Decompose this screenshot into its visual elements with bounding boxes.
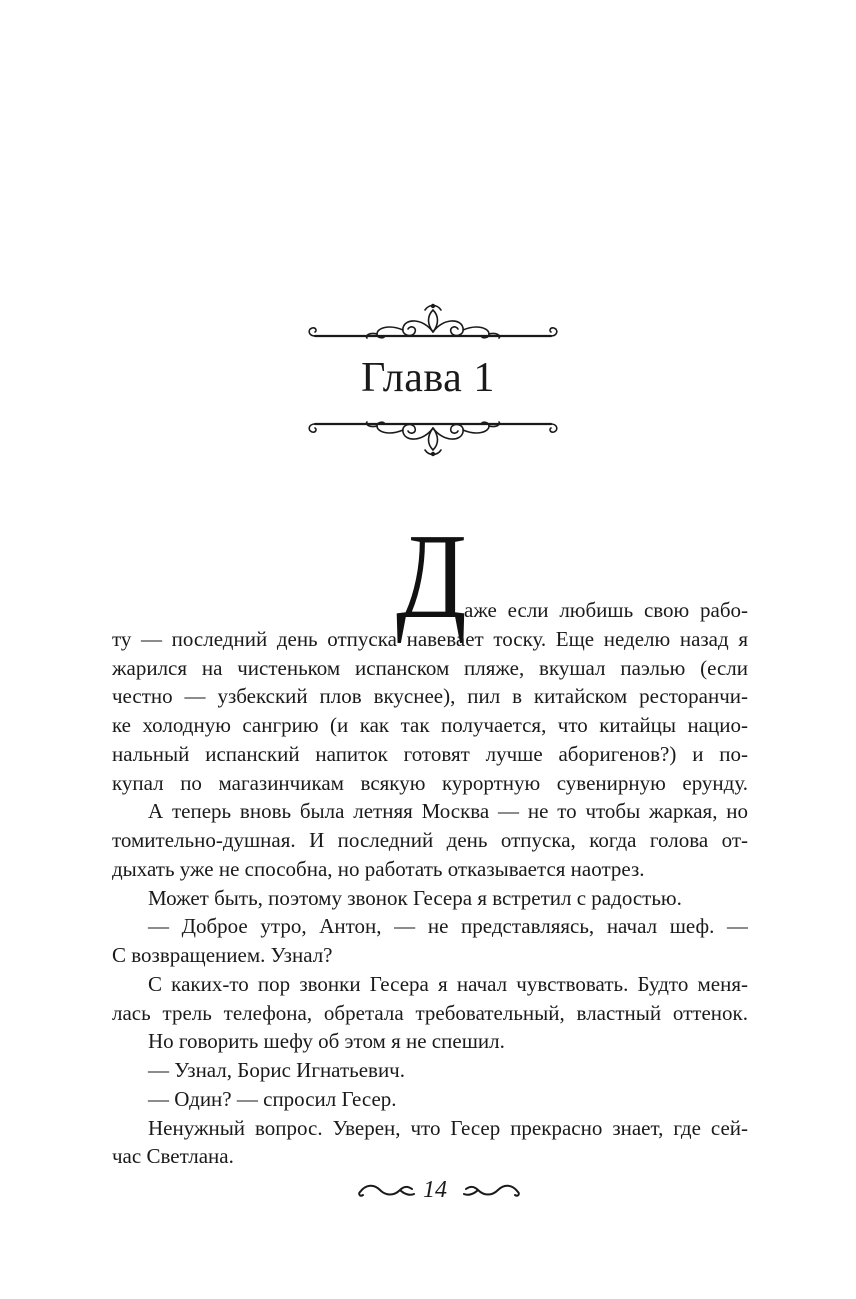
- text-line: аже если любишь свою рабо-: [464, 598, 748, 622]
- text-line: С каких-то пор звонки Гесера я начал чувствовать. Будто меня-: [148, 971, 748, 996]
- text-line: — Узнал, Борис Игнатьевич.: [148, 1058, 405, 1082]
- text-line: А теперь вновь была летняя Москва — не то чтобы жаркая, но: [148, 799, 748, 824]
- text-line: томительно-душная. И последний день отпуска, когда голова от-: [112, 828, 748, 852]
- bottom-scroll-ornament-icon: [305, 404, 561, 464]
- chapter-title: Глава 1: [361, 355, 495, 401]
- text-line: — Один? — спросил Гесер.: [148, 1086, 397, 1111]
- text-line: Ненужный вопрос. Уверен, что Гесер прекрасно знает, где сей-: [148, 1115, 748, 1140]
- text-line: жарился на чистеньком испанском пляже, вкушал паэлью (если: [112, 655, 748, 680]
- top-scroll-ornament-icon: [305, 296, 561, 356]
- page-footer: [0, 1174, 856, 1206]
- body-text: [112, 596, 748, 1171]
- text-line: лась трель телефона, обретала требовательный, властный оттенок.: [112, 1000, 748, 1025]
- text-line: Может быть, поэтому звонок Гесера я встретил с радостью.: [148, 885, 682, 910]
- left-flourish-icon: [356, 1182, 416, 1200]
- page-number: 14: [423, 1177, 447, 1203]
- text-line: нальный испанский напиток готовят лучше аборигенов?) и по-: [112, 741, 748, 766]
- drop-cap: Д: [396, 509, 467, 644]
- text-line: С возвращением. Узнал?: [112, 943, 333, 967]
- text-line: честно — узбекский плов вкуснее), пил в китайском ресторанчи-: [112, 684, 748, 709]
- text-line: час Светлана.: [112, 1144, 234, 1169]
- text-line: ке холодную сангрию (и как так получается, что китайцы нацио-: [112, 713, 748, 737]
- text-line: ту — последний день отпуска навевает тоску. Еще неделю назад я: [112, 626, 748, 651]
- text-line: — Доброе утро, Антон, — не представляясь, начал шеф. —: [148, 914, 748, 939]
- text-line: Но говорить шефу об этом я не спешил.: [148, 1029, 505, 1054]
- right-flourish-icon: [462, 1182, 522, 1200]
- text-line: купал по магазинчикам всякую курортную сувенирную ерунду.: [112, 770, 748, 795]
- text-line: дыхать уже не способна, но работать отказывается наотрез.: [112, 856, 645, 881]
